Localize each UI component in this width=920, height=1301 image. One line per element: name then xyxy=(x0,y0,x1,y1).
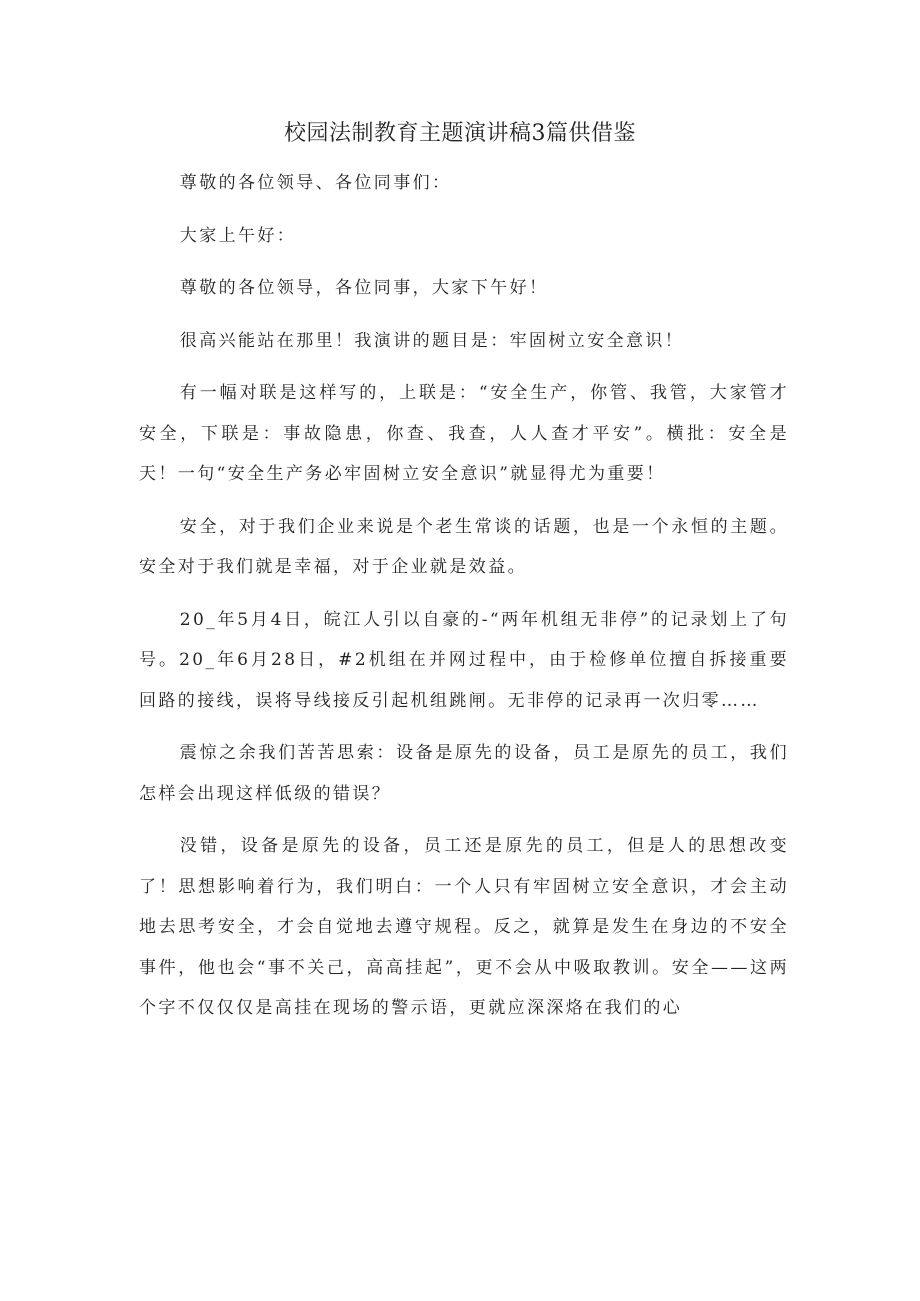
paragraph-incident: 20_年5月4日，皖江人引以自豪的-“两年机组无非停”的记录划上了句号。20_年6月28日，#2机组在并网过程中，由于检修单位擅自拆接重要回路的接线，误将导线接反引起机组跳闸。无非停的记录再一次归零…… xyxy=(139,609,789,711)
paragraph-couplet: 有一幅对联是这样写的，上联是：“安全生产，你管、我管，大家管才安全，下联是：事故隐患，你查、我查，人人查才平安”。横批：安全是天！一句“安全生产务必牢固树立安全意识”就显得尤为重要！ xyxy=(139,383,789,484)
paragraph-salutation-2: 尊敬的各位领导，各位同事，大家下午好！ xyxy=(179,278,549,298)
paragraph-greeting-morning: 大家上午好： xyxy=(179,225,297,246)
paragraph-mindset: 没错，设备是原先的设备，员工还是原先的员工，但是人的思想改变了！思想影响着行为，我们明白：一个人只有牢固树立安全意识，才会主动地去思考安全，才会自觉地去遵守规程。反之，就算是发生在身边的不安全事件，他也会“事不关己，高高挂起”，更不会从中吸取教训。安全——这两个字不仅仅仅是高挂在现场的警示语，更就应深深烙在我们的心 xyxy=(139,836,789,1018)
document-body xyxy=(139,163,789,1041)
document-title: 校园法制教育主题演讲稿3篇供借鉴 xyxy=(284,121,636,146)
paragraph-topic: 很高兴能站在那里！我演讲的题目是：牢固树立安全意识！ xyxy=(179,330,685,351)
paragraph-reflection: 震惊之余我们苦苦思索：设备是原先的设备，员工是原先的员工，我们怎样会出现这样低级的错误？ xyxy=(139,743,789,804)
paragraph-safety-theme: 安全，对于我们企业来说是个老生常谈的话题，也是一个永恒的主题。安全对于我们就是幸福，对于企业就是效益。 xyxy=(139,516,789,577)
paragraph-salutation-1: 尊敬的各位领导、各位同事们： xyxy=(179,173,452,193)
